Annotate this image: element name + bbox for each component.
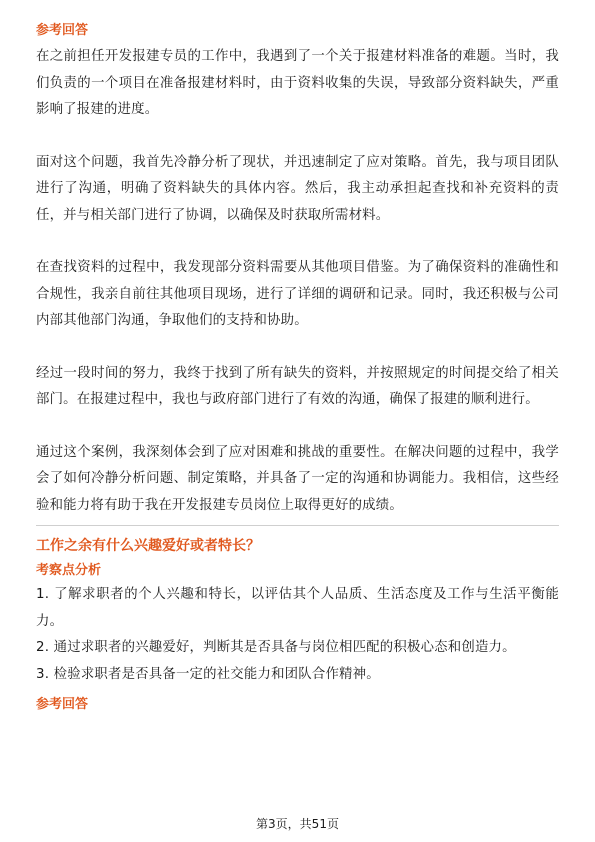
answer-paragraph-4: 经过一段时间的努力，我终于找到了所有缺失的资料，并按照规定的时间提交给了相关部门。在报建过程中，我也与政府部门进行了有效的沟通，确保了报建的顺利进行。 [36,365,559,407]
answer-label-2: 参考回答 [36,697,89,712]
answer-paragraph-3: 在查找资料的过程中，我发现部分资料需要从其他项目借鉴。为了确保资料的准确性和合规性，我亲自前往其他项目现场，进行了详细的调研和记录。同时，我还积极与公司内部其他部门沟通，争取他们的支持和协助。 [36,260,559,328]
question-heading: 工作之余有什么兴趣爱好或者特长？ [36,538,260,554]
analysis-label: 考察点分析 [36,563,102,578]
answer-paragraph-2: 面对这个问题，我首先冷静分析了现状，并迅速制定了应对策略。首先，我与项目团队进行了沟通，明确了资料缺失的具体内容。然后，我主动承担起查找和补充资料的责任，并与相关部门进行了协调，以确保及时获取所需材料。 [36,154,559,223]
document-page [36,22,559,714]
analysis-point-2: 2. 通过求职者的兴趣爱好，判断其是否具备与岗位相匹配的积极心态和创造力。 [36,640,516,655]
analysis-point-3: 3. 检验求职者是否具备一定的社交能力和团队合作精神。 [36,666,380,682]
answer-paragraph-1: 在之前担任开发报建专员的工作中，我遇到了一个关于报建材料准备的难题。当时，我们负责的一个项目在准备报建材料时，由于资料收集的失误，导致部分资料缺失，严重影响了报建的进度。 [36,49,559,117]
analysis-point-1: 1. 了解求职者的个人兴趣和特长，以评估其个人品质、生活态度及工作与生活平衡能力。 [36,587,559,629]
answer-label: 参考回答 [36,23,89,38]
answer-paragraph-5: 通过这个案例，我深刻体会到了应对困难和挑战的重要性。在解决问题的过程中，我学会了如何冷静分析问题、制定策略，并具备了一定的沟通和协调能力。我相信，这些经验和能力将有助于我在开发报建专员岗位上取得更好的成绩。 [36,444,559,513]
page-footer: 第3页，共51页 [256,817,339,831]
section-divider [36,525,559,526]
